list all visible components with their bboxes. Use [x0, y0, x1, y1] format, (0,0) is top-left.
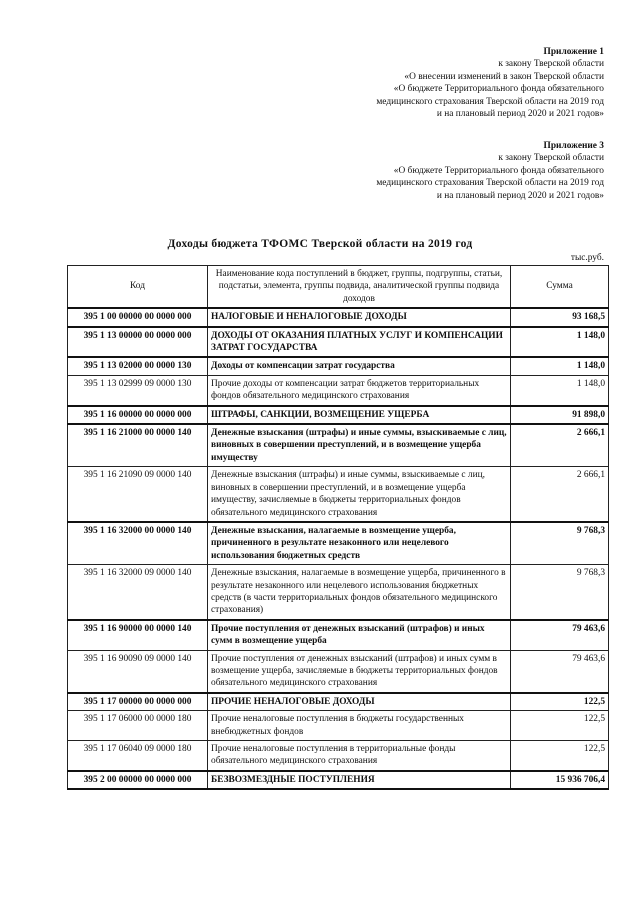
name-cell: Денежные взыскания, налагаемые в возмещение ущерба, причиненного в результате незаконного или нецелевого использования бюджетных средств: [208, 522, 511, 565]
annex-3-heading: Приложение 3: [543, 141, 604, 151]
sum-cell: 79 463,6: [511, 650, 609, 693]
sum-cell: 1 148,0: [511, 375, 609, 405]
code-cell: 395 1 13 02999 09 0000 130: [68, 375, 208, 405]
annex-1-line: «О бюджете Территориального фонда обязательного: [393, 84, 604, 95]
annex-1-line: медицинского страхования Тверской области на 2019 год: [376, 96, 604, 107]
name-cell: Прочие доходы от компенсации затрат бюджетов территориальных фондов обязательного медицинского страхования: [208, 375, 511, 405]
table-row: [68, 693, 609, 711]
table-row: [68, 327, 609, 358]
code-cell: 395 1 17 06040 09 0000 180: [68, 741, 208, 771]
table-row: [68, 771, 609, 789]
code-cell: 395 1 00 00000 00 0000 000: [68, 308, 208, 326]
annex-1-line: «О внесении изменений в закон Тверской области: [404, 71, 604, 82]
name-cell: Денежные взыскания (штрафы) и иные суммы, взыскиваемые с лиц, виновных в совершении преступлений, и в возмещение ущерба имуществу, зачисляемые в бюджеты территориальных фондов обязательного медицинского страхования: [208, 467, 511, 522]
code-cell: 395 1 13 02000 00 0000 130: [68, 357, 208, 375]
sum-cell: 2 666,1: [511, 467, 609, 522]
name-cell: Прочие поступления от денежных взысканий (штрафов) и иных сумм в возмещение ущерба, зачисляемые в бюджеты территориальных фондов обязательного медицинского страхования: [208, 650, 511, 693]
table-header-row: [68, 266, 609, 309]
table-row: [68, 308, 609, 326]
annex-3-line: к закону Тверской области: [498, 153, 604, 164]
name-cell: Доходы от компенсации затрат государства: [208, 357, 511, 375]
table-row: [68, 424, 609, 467]
code-cell: 395 1 16 90000 00 0000 140: [68, 620, 208, 650]
sum-cell: 9 768,3: [511, 565, 609, 620]
annex-1-line: к закону Тверской области: [498, 59, 604, 70]
code-cell: 395 1 16 90090 09 0000 140: [68, 650, 208, 693]
code-cell: 395 1 16 32000 00 0000 140: [68, 522, 208, 565]
table-row: [68, 357, 609, 375]
name-cell: Денежные взыскания (штрафы) и иные суммы, взыскиваемые с лиц, виновных в совершении преступлений, и в возмещение ущерба имуществу: [208, 424, 511, 467]
annex-3-line: «О бюджете Территориального фонда обязательного: [393, 165, 604, 176]
sum-cell: 1 148,0: [511, 357, 609, 375]
name-cell: ШТРАФЫ, САНКЦИИ, ВОЗМЕЩЕНИЕ УЩЕРБА: [208, 406, 511, 424]
annex-1-heading: Приложение 1: [543, 47, 604, 57]
sum-cell: 91 898,0: [511, 406, 609, 424]
table-row: [68, 375, 609, 405]
sum-cell: 2 666,1: [511, 424, 609, 467]
sum-cell: 9 768,3: [511, 522, 609, 565]
document-title: Доходы бюджета ТФОМС Тверской области на 2019 год: [167, 238, 473, 250]
sum-cell: 1 148,0: [511, 327, 609, 358]
code-cell: 395 1 16 32000 09 0000 140: [68, 565, 208, 620]
code-cell: 395 1 16 00000 00 0000 000: [68, 406, 208, 424]
table-row: [68, 711, 609, 741]
header-sum: Сумма: [511, 266, 609, 309]
table-row: [68, 467, 609, 522]
name-cell: БЕЗВОЗМЕЗДНЫЕ ПОСТУПЛЕНИЯ: [208, 771, 511, 789]
sum-cell: 122,5: [511, 693, 609, 711]
table-row: [68, 522, 609, 565]
name-cell: Прочие неналоговые поступления в территориальные фонды обязательного медицинского страхования: [208, 741, 511, 771]
name-cell: Прочие неналоговые поступления в бюджеты государственных внебюджетных фондов: [208, 711, 511, 741]
sum-cell: 122,5: [511, 741, 609, 771]
table-row: [68, 741, 609, 771]
annex-3-header: [376, 140, 604, 202]
table-row: [68, 620, 609, 650]
name-cell: НАЛОГОВЫЕ И НЕНАЛОГОВЫЕ ДОХОДЫ: [208, 308, 511, 326]
code-cell: 395 1 17 06000 00 0000 180: [68, 711, 208, 741]
annex-1-line: и на плановый период 2020 и 2021 годов»: [436, 109, 604, 120]
table-row: [68, 650, 609, 693]
sum-cell: 79 463,6: [511, 620, 609, 650]
sum-cell: 122,5: [511, 711, 609, 741]
sum-cell: 93 168,5: [511, 308, 609, 326]
table-row: [68, 406, 609, 424]
units-label: тыс.руб.: [570, 253, 604, 263]
annex-3-line: медицинского страхования Тверской области на 2019 год: [376, 178, 604, 189]
name-cell: Прочие поступления от денежных взысканий (штрафов) и иных сумм в возмещение ущерба: [208, 620, 511, 650]
name-cell: ДОХОДЫ ОТ ОКАЗАНИЯ ПЛАТНЫХ УСЛУГ И КОМПЕНСАЦИИ ЗАТРАТ ГОСУДАРСТВА: [208, 327, 511, 358]
name-cell: Денежные взыскания, налагаемые в возмещение ущерба, причиненного в результате незаконного или нецелевого использования бюджетных средств (в части территориальных фондов обязательного медицинского страхования): [208, 565, 511, 620]
annex-3-line: и на плановый период 2020 и 2021 годов»: [436, 190, 604, 201]
code-cell: 395 1 16 21090 09 0000 140: [68, 467, 208, 522]
table-row: [68, 565, 609, 620]
name-cell: ПРОЧИЕ НЕНАЛОГОВЫЕ ДОХОДЫ: [208, 693, 511, 711]
header-code: Код: [68, 266, 208, 309]
code-cell: 395 1 16 21000 00 0000 140: [68, 424, 208, 467]
code-cell: 395 2 00 00000 00 0000 000: [68, 771, 208, 789]
sum-cell: 15 936 706,4: [511, 771, 609, 789]
header-name: Наименование кода поступлений в бюджет, группы, подгруппы, статьи, подстатьи, элемента, группы подвида, аналитической группы подвида доходов: [208, 266, 511, 309]
code-cell: 395 1 17 00000 00 0000 000: [68, 693, 208, 711]
annex-1-header: [376, 46, 604, 120]
income-table: [67, 265, 609, 790]
code-cell: 395 1 13 00000 00 0000 000: [68, 327, 208, 358]
